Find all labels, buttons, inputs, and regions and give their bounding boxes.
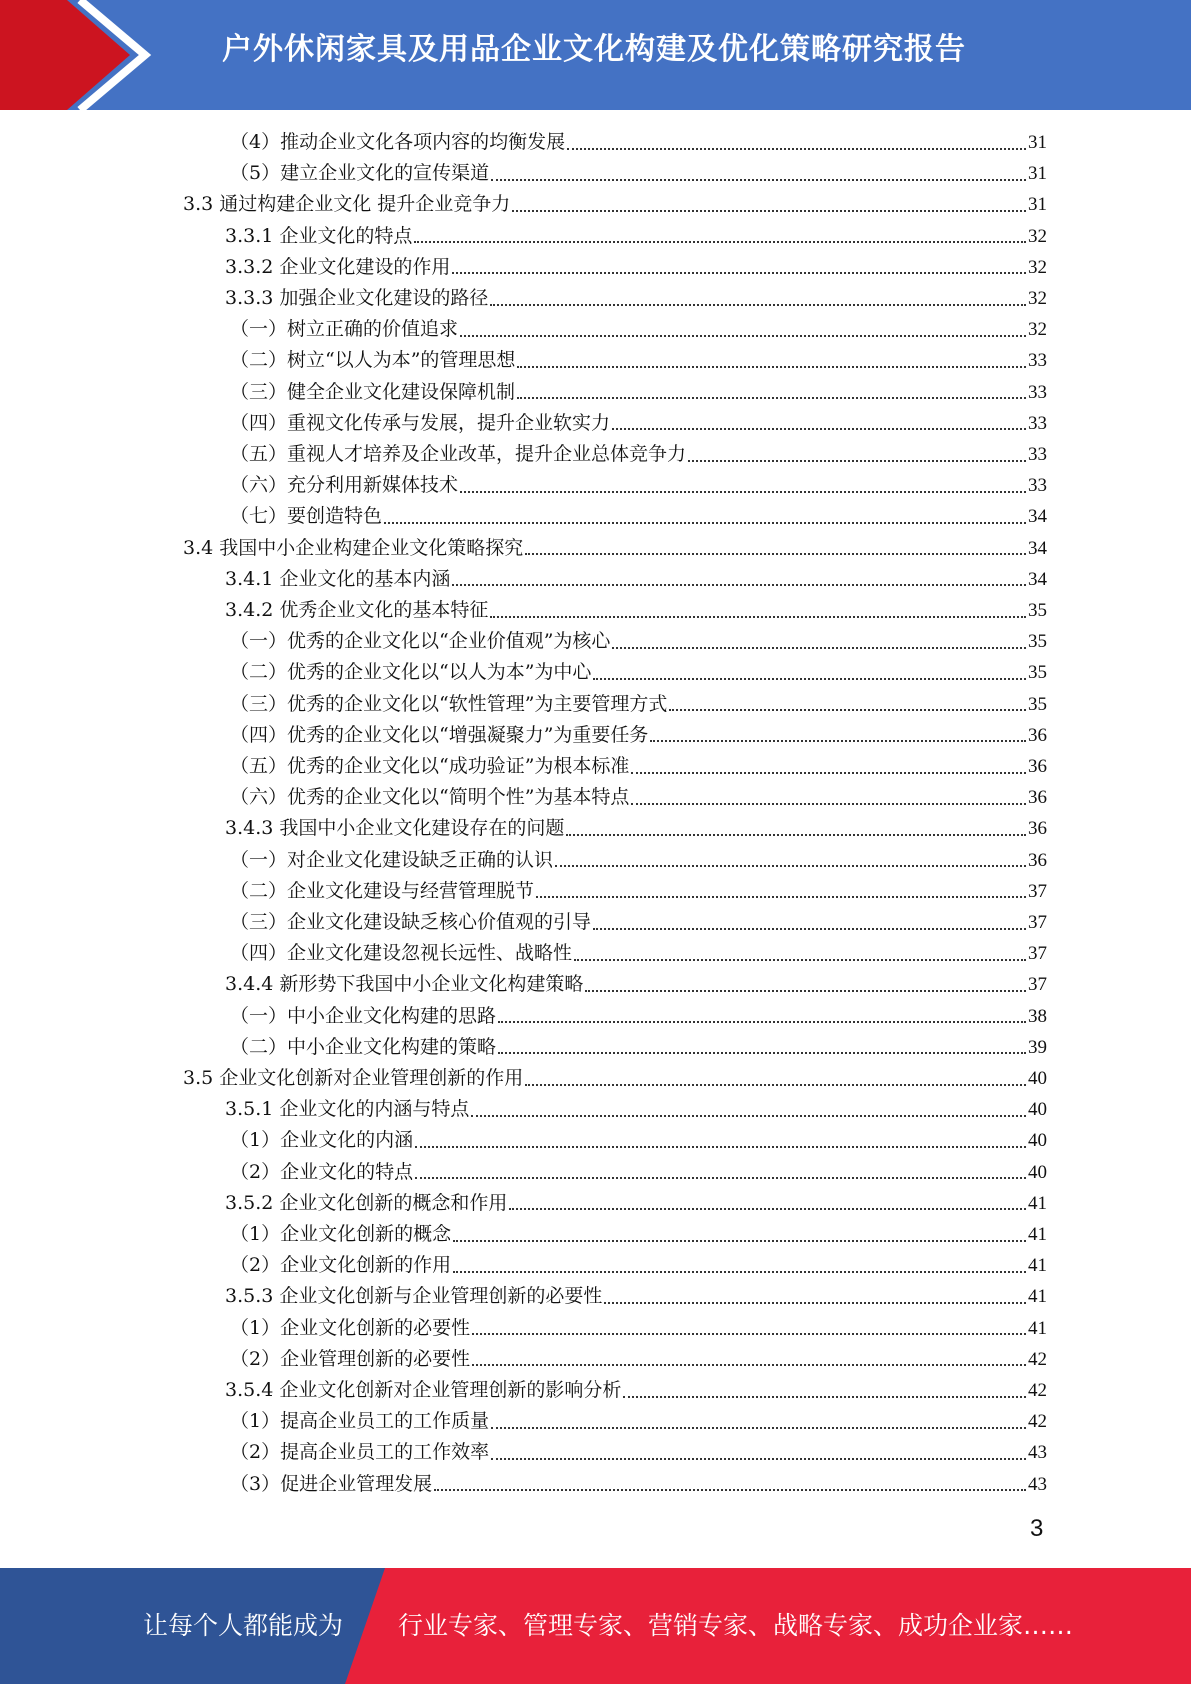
toc-entry-title: 3.4.3 我国中小企业文化建设存在的问题 bbox=[225, 817, 565, 840]
toc-entry-title: （3）促进企业管理发展 bbox=[230, 1472, 433, 1495]
toc-entry-page: 34 bbox=[1028, 568, 1047, 590]
toc-dot-leader bbox=[498, 1052, 1026, 1054]
toc-entry-title: 3.3.1 企业文化的特点 bbox=[225, 224, 413, 247]
toc-dot-leader bbox=[452, 272, 1026, 274]
toc-entry-title: （2）企业管理创新的必要性 bbox=[230, 1347, 471, 1370]
toc-entry[interactable] bbox=[225, 595, 1047, 626]
toc-entry[interactable] bbox=[230, 938, 1047, 969]
toc-dot-leader bbox=[536, 896, 1026, 898]
toc-dot-leader bbox=[472, 1364, 1026, 1366]
toc-entry[interactable] bbox=[230, 127, 1047, 158]
toc-entry-title: 3.3.2 企业文化建设的作用 bbox=[225, 255, 451, 278]
toc-dot-leader bbox=[460, 335, 1026, 337]
toc-entry[interactable] bbox=[225, 1375, 1047, 1406]
toc-dot-leader bbox=[604, 1302, 1026, 1304]
toc-entry[interactable] bbox=[230, 1157, 1047, 1188]
toc-entry[interactable] bbox=[230, 1313, 1047, 1344]
toc-entry[interactable] bbox=[230, 657, 1047, 688]
footer-slogan-left: 让每个人都能成为 bbox=[143, 1611, 344, 1640]
toc-dot-leader bbox=[471, 1115, 1026, 1117]
toc-entry-page: 42 bbox=[1028, 1411, 1047, 1433]
toc-dot-leader bbox=[525, 553, 1026, 555]
toc-entry[interactable] bbox=[230, 1032, 1047, 1063]
toc-entry-page: 41 bbox=[1028, 1192, 1047, 1214]
toc-dot-leader bbox=[650, 740, 1026, 742]
toc-entry[interactable] bbox=[230, 314, 1047, 345]
toc-dot-leader bbox=[512, 210, 1026, 212]
toc-dot-leader bbox=[517, 397, 1026, 399]
toc-entry-page: 40 bbox=[1028, 1161, 1047, 1183]
footer-slogan-right: 行业专家、管理专家、营销专家、战略专家、成功企业家…… bbox=[398, 1611, 1074, 1640]
toc-entry-title: （七）要创造特色 bbox=[230, 505, 383, 528]
toc-dot-leader bbox=[574, 959, 1026, 961]
toc-entry[interactable] bbox=[230, 876, 1047, 907]
toc-entry-title: 3.4 我国中小企业构建企业文化策略探究 bbox=[183, 536, 524, 559]
toc-entry[interactable] bbox=[230, 751, 1047, 782]
toc-entry-page: 41 bbox=[1028, 1255, 1047, 1277]
toc-entry-title: （1）提高企业员工的工作质量 bbox=[230, 1410, 490, 1433]
toc-dot-leader bbox=[593, 678, 1026, 680]
toc-entry-page: 34 bbox=[1028, 537, 1047, 559]
toc-entry-page: 40 bbox=[1028, 1068, 1047, 1089]
toc-dot-leader bbox=[612, 647, 1026, 649]
toc-dot-leader bbox=[593, 928, 1026, 930]
toc-entry[interactable] bbox=[230, 1125, 1047, 1156]
toc-entry-page: 39 bbox=[1028, 1036, 1047, 1058]
toc-entry-page: 33 bbox=[1028, 350, 1047, 372]
toc-entry-page: 34 bbox=[1028, 506, 1047, 528]
toc-entry-title: （5）建立企业文化的宣传渠道 bbox=[230, 162, 490, 185]
toc-dot-leader bbox=[631, 803, 1026, 805]
toc-entry[interactable] bbox=[230, 377, 1047, 408]
toc-entry[interactable] bbox=[183, 1063, 1047, 1094]
toc-dot-leader bbox=[525, 1084, 1026, 1086]
toc-entry-page: 37 bbox=[1028, 943, 1047, 965]
toc-dot-leader bbox=[566, 834, 1026, 836]
toc-dot-leader bbox=[453, 1271, 1026, 1273]
toc-entry-title: （三）企业文化建设缺乏核心价值观的引导 bbox=[230, 911, 592, 933]
toc-entry-page: 42 bbox=[1028, 1380, 1047, 1401]
toc-entry-page: 35 bbox=[1028, 693, 1047, 715]
toc-entry-page: 43 bbox=[1028, 1473, 1047, 1495]
toc-entry[interactable] bbox=[225, 1188, 1047, 1219]
toc-entry-title: （一）优秀的企业文化以“企业价值观”为核心 bbox=[230, 630, 611, 653]
toc-entry-page: 41 bbox=[1028, 1317, 1047, 1339]
toc-entry[interactable] bbox=[230, 1406, 1047, 1437]
toc-entry[interactable] bbox=[230, 345, 1047, 376]
toc-entry-page: 35 bbox=[1028, 631, 1047, 653]
toc-dot-leader bbox=[490, 616, 1026, 618]
toc-entry[interactable] bbox=[230, 501, 1047, 532]
toc-entry-page: 33 bbox=[1028, 475, 1047, 497]
toc-entry[interactable] bbox=[225, 564, 1047, 595]
toc-entry-title: （2）提高企业员工的工作效率 bbox=[230, 1441, 490, 1464]
toc-entry-title: （一）树立正确的价值追求 bbox=[230, 318, 459, 341]
toc-dot-leader bbox=[585, 990, 1026, 992]
report-title: 户外休闲家具及用品企业文化构建及优化策略研究报告 bbox=[222, 32, 966, 67]
toc-dot-leader bbox=[669, 709, 1026, 711]
toc-entry-title: 3.4.1 企业文化的基本内涵 bbox=[225, 567, 451, 590]
toc-entry-title: （1）企业文化创新的概念 bbox=[230, 1223, 452, 1245]
toc-entry-title: （一）对企业文化建设缺乏正确的认识 bbox=[230, 848, 554, 871]
toc-entry[interactable] bbox=[230, 626, 1047, 657]
toc-entry[interactable] bbox=[225, 1281, 1047, 1312]
toc-entry-title: （三）健全企业文化建设保障机制 bbox=[230, 380, 516, 403]
toc-dot-leader bbox=[498, 1021, 1026, 1023]
toc-dot-leader bbox=[384, 522, 1026, 524]
toc-entry-title: （2）企业文化的特点 bbox=[230, 1160, 414, 1183]
page-footer bbox=[0, 1568, 1191, 1684]
toc-entry-page: 42 bbox=[1028, 1348, 1047, 1370]
toc-entry-title: （二）优秀的企业文化以“以人为本”为中心 bbox=[230, 661, 592, 684]
toc-entry-page: 33 bbox=[1028, 412, 1047, 434]
toc-entry-page: 37 bbox=[1028, 974, 1047, 996]
toc-entry[interactable] bbox=[230, 1219, 1047, 1250]
toc-entry[interactable] bbox=[230, 1001, 1047, 1032]
toc-entry-title: （六）优秀的企业文化以“简明个性”为基本特点 bbox=[230, 786, 630, 809]
toc-entry-title: 3.3.3 加强企业文化建设的路径 bbox=[225, 287, 489, 309]
toc-dot-leader bbox=[452, 584, 1026, 586]
toc-entry-page: 37 bbox=[1028, 880, 1047, 902]
toc-entry-page: 40 bbox=[1028, 1099, 1047, 1121]
page-number: 3 bbox=[1030, 1515, 1044, 1542]
toc-entry-title: 3.4.2 优秀企业文化的基本特征 bbox=[225, 599, 489, 621]
toc-entry[interactable] bbox=[225, 221, 1047, 252]
toc-entry[interactable] bbox=[230, 845, 1047, 876]
toc-entry[interactable] bbox=[230, 158, 1047, 189]
toc-entry-title: （四）企业文化建设忽视长远性、战略性 bbox=[230, 942, 573, 965]
toc-entry[interactable] bbox=[230, 907, 1047, 938]
toc-entry-title: 3.5.4 企业文化创新对企业管理创新的影响分析 bbox=[225, 1379, 622, 1401]
toc-entry-title: （2）企业文化创新的作用 bbox=[230, 1254, 452, 1277]
toc-entry[interactable] bbox=[230, 439, 1047, 470]
toc-dot-leader bbox=[472, 1333, 1026, 1335]
toc-entry-title: （三）优秀的企业文化以“软性管理”为主要管理方式 bbox=[230, 692, 668, 715]
toc-dot-leader bbox=[453, 1240, 1026, 1242]
toc-entry-title: （五）优秀的企业文化以“成功验证”为根本标准 bbox=[230, 755, 630, 777]
toc-dot-leader bbox=[414, 241, 1026, 243]
toc-entry-title: （1）企业文化的内涵 bbox=[230, 1129, 414, 1152]
toc-dot-leader bbox=[434, 1489, 1026, 1491]
toc-dot-leader bbox=[490, 304, 1026, 306]
toc-entry[interactable] bbox=[230, 1437, 1047, 1468]
toc-dot-leader bbox=[491, 179, 1026, 181]
toc-entry-page: 35 bbox=[1028, 600, 1047, 621]
toc-entry[interactable] bbox=[183, 533, 1047, 564]
toc-dot-leader bbox=[509, 1208, 1026, 1210]
toc-entry-title: 3.5.2 企业文化创新的概念和作用 bbox=[225, 1191, 508, 1214]
toc-entry-title: （五）重视人才培养及企业改革，提升企业总体竞争力 bbox=[230, 443, 687, 465]
toc-entry[interactable] bbox=[225, 1094, 1047, 1125]
toc-entry-page: 37 bbox=[1028, 912, 1047, 933]
toc-entry-title: 3.5 企业文化创新对企业管理创新的作用 bbox=[183, 1067, 524, 1089]
toc-dot-leader bbox=[491, 1458, 1026, 1460]
toc-entry-page: 32 bbox=[1028, 225, 1047, 247]
toc-entry[interactable] bbox=[230, 1250, 1047, 1281]
toc-entry-title: （四）重视文化传承与发展，提升企业软实力 bbox=[230, 411, 611, 434]
toc-entry-page: 36 bbox=[1028, 787, 1047, 809]
toc-entry-page: 36 bbox=[1028, 756, 1047, 777]
toc-dot-leader bbox=[623, 1396, 1026, 1398]
toc-entry[interactable] bbox=[225, 813, 1047, 844]
toc-entry[interactable] bbox=[230, 782, 1047, 813]
toc-entry-title: （4）推动企业文化各项内容的均衡发展 bbox=[230, 131, 566, 153]
toc-entry-page: 36 bbox=[1028, 849, 1047, 871]
toc-entry-page: 31 bbox=[1028, 132, 1047, 153]
toc-dot-leader bbox=[415, 1177, 1026, 1179]
toc-entry-page: 31 bbox=[1028, 163, 1047, 185]
toc-entry-page: 38 bbox=[1028, 1005, 1047, 1027]
toc-entry-page: 41 bbox=[1028, 1286, 1047, 1308]
toc-entry-page: 40 bbox=[1028, 1130, 1047, 1152]
toc-entry[interactable] bbox=[225, 283, 1047, 314]
toc-entry[interactable] bbox=[230, 408, 1047, 439]
toc-entry-title: （1）企业文化创新的必要性 bbox=[230, 1316, 471, 1339]
toc-entry-page: 36 bbox=[1028, 818, 1047, 840]
toc-entry-title: （二）树立“以人为本”的管理思想 bbox=[230, 349, 516, 372]
toc-entry-page: 31 bbox=[1028, 194, 1047, 216]
toc-entry-page: 33 bbox=[1028, 381, 1047, 403]
toc-entry-title: （二）企业文化建设与经营管理脱节 bbox=[230, 879, 535, 902]
toc-entry-title: （六）充分利用新媒体技术 bbox=[230, 474, 459, 497]
toc-dot-leader bbox=[567, 148, 1026, 150]
toc-entry-title: 3.3 通过构建企业文化 提升企业竞争力 bbox=[183, 193, 511, 216]
toc-entry[interactable] bbox=[230, 1344, 1047, 1375]
page-header bbox=[0, 0, 1191, 110]
toc-entry-page: 33 bbox=[1028, 444, 1047, 465]
toc-entry[interactable] bbox=[183, 189, 1047, 220]
toc-dot-leader bbox=[491, 1427, 1026, 1429]
toc-entry-title: （二）中小企业文化构建的策略 bbox=[230, 1035, 497, 1058]
toc-entry[interactable] bbox=[225, 969, 1047, 1000]
toc-entry[interactable] bbox=[230, 689, 1047, 720]
toc-entry[interactable] bbox=[230, 720, 1047, 751]
toc-entry-page: 43 bbox=[1028, 1442, 1047, 1464]
toc-entry-page: 32 bbox=[1028, 288, 1047, 309]
toc-dot-leader bbox=[517, 366, 1026, 368]
toc-entry-page: 32 bbox=[1028, 256, 1047, 278]
toc-entry[interactable] bbox=[225, 252, 1047, 283]
toc-entry-title: 3.4.4 新形势下我国中小企业文化构建策略 bbox=[225, 973, 584, 996]
toc-entry-title: （四）优秀的企业文化以“增强凝聚力”为重要任务 bbox=[230, 723, 649, 746]
toc-entry-page: 35 bbox=[1028, 662, 1047, 684]
toc-entry-title: （一）中小企业文化构建的思路 bbox=[230, 1004, 497, 1027]
toc-entry[interactable] bbox=[230, 1469, 1047, 1500]
toc-dot-leader bbox=[555, 865, 1026, 867]
toc-entry-page: 32 bbox=[1028, 319, 1047, 341]
toc-entry[interactable] bbox=[230, 470, 1047, 501]
toc-dot-leader bbox=[415, 1146, 1026, 1148]
toc-dot-leader bbox=[631, 772, 1026, 774]
toc-entry-page: 41 bbox=[1028, 1224, 1047, 1245]
toc-entry-page: 36 bbox=[1028, 724, 1047, 746]
toc-entry-title: 3.5.3 企业文化创新与企业管理创新的必要性 bbox=[225, 1285, 603, 1308]
toc-dot-leader bbox=[612, 428, 1026, 430]
toc-dot-leader bbox=[688, 460, 1026, 462]
toc-entry-title: 3.5.1 企业文化的内涵与特点 bbox=[225, 1098, 470, 1121]
toc-dot-leader bbox=[460, 491, 1026, 493]
